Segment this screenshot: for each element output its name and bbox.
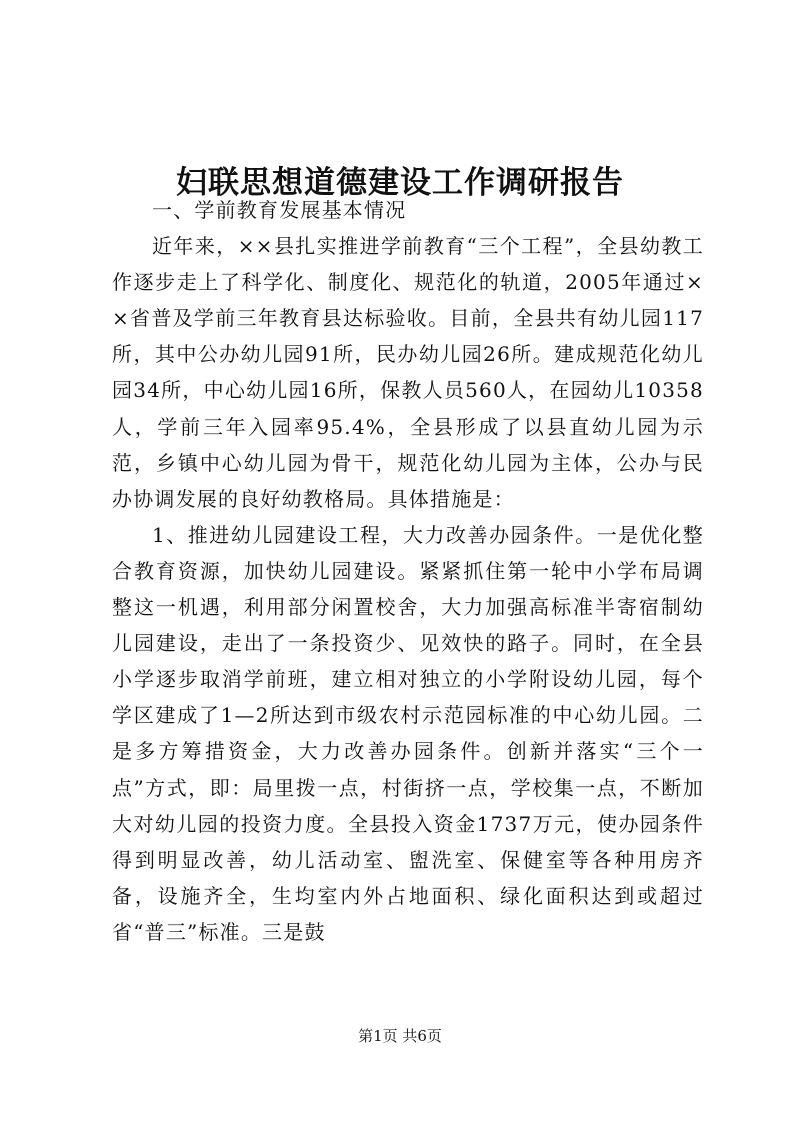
paragraph-overview	[112, 228, 704, 517]
page-number-footer: 第1页 共6页	[358, 1027, 442, 1045]
document-title: 妇联思想道德建设工作调研报告	[176, 164, 624, 201]
section-heading: 一、学前教育发展基本情况	[152, 198, 407, 222]
document-body	[112, 192, 704, 950]
paragraph-text: 近年来，××县扎实推进学前教育“三个工程”，全县幼教工作逐步走上了科学化、制度化、规范化的轨道，2005年通过××省普及学前三年教育县达标验收。目前，全县共有幼儿园117所，其中公办幼儿园91所，民办幼儿园26所。建成规范化幼儿园34所，中心幼儿园16所，保教人员560人，在园幼儿10358人，学前三年入园率95.4%，全县形成了以县直幼儿园为示范，乡镇中心幼儿园为骨干，规范化幼儿园为主体，公办与民办协调发展的良好幼教格局。具体措施是：	[112, 234, 704, 511]
paragraph-text: 1、推进幼儿园建设工程，大力改善办园条件。一是优化整合教育资源，加快幼儿园建设。紧紧抓住第一轮中小学布局调整这一机遇，利用部分闲置校舍，大力加强高标准半寄宿制幼儿园建设，走出了一条投资少、见效快的路子。同时，在全县小学逐步取消学前班，建立相对独立的小学附设幼儿园，每个学区建成了1—2所达到市级农村示范园标准的中心幼儿园。二是多方筹措资金，大力改善办园条件。创新并落实“三个一点”方式，即：局里拨一点，村街挤一点，学校集一点，不断加大对幼儿园的投资力度。全县投入资金1737万元，使办园条件得到明显改善，幼儿活动室、盥洗室、保健室等各种用房齐备，设施齐全，生均室内外占地面积、绿化面积达到或超过省“普三”标准。三是鼓	[112, 522, 704, 944]
paragraph-measures	[112, 517, 704, 950]
